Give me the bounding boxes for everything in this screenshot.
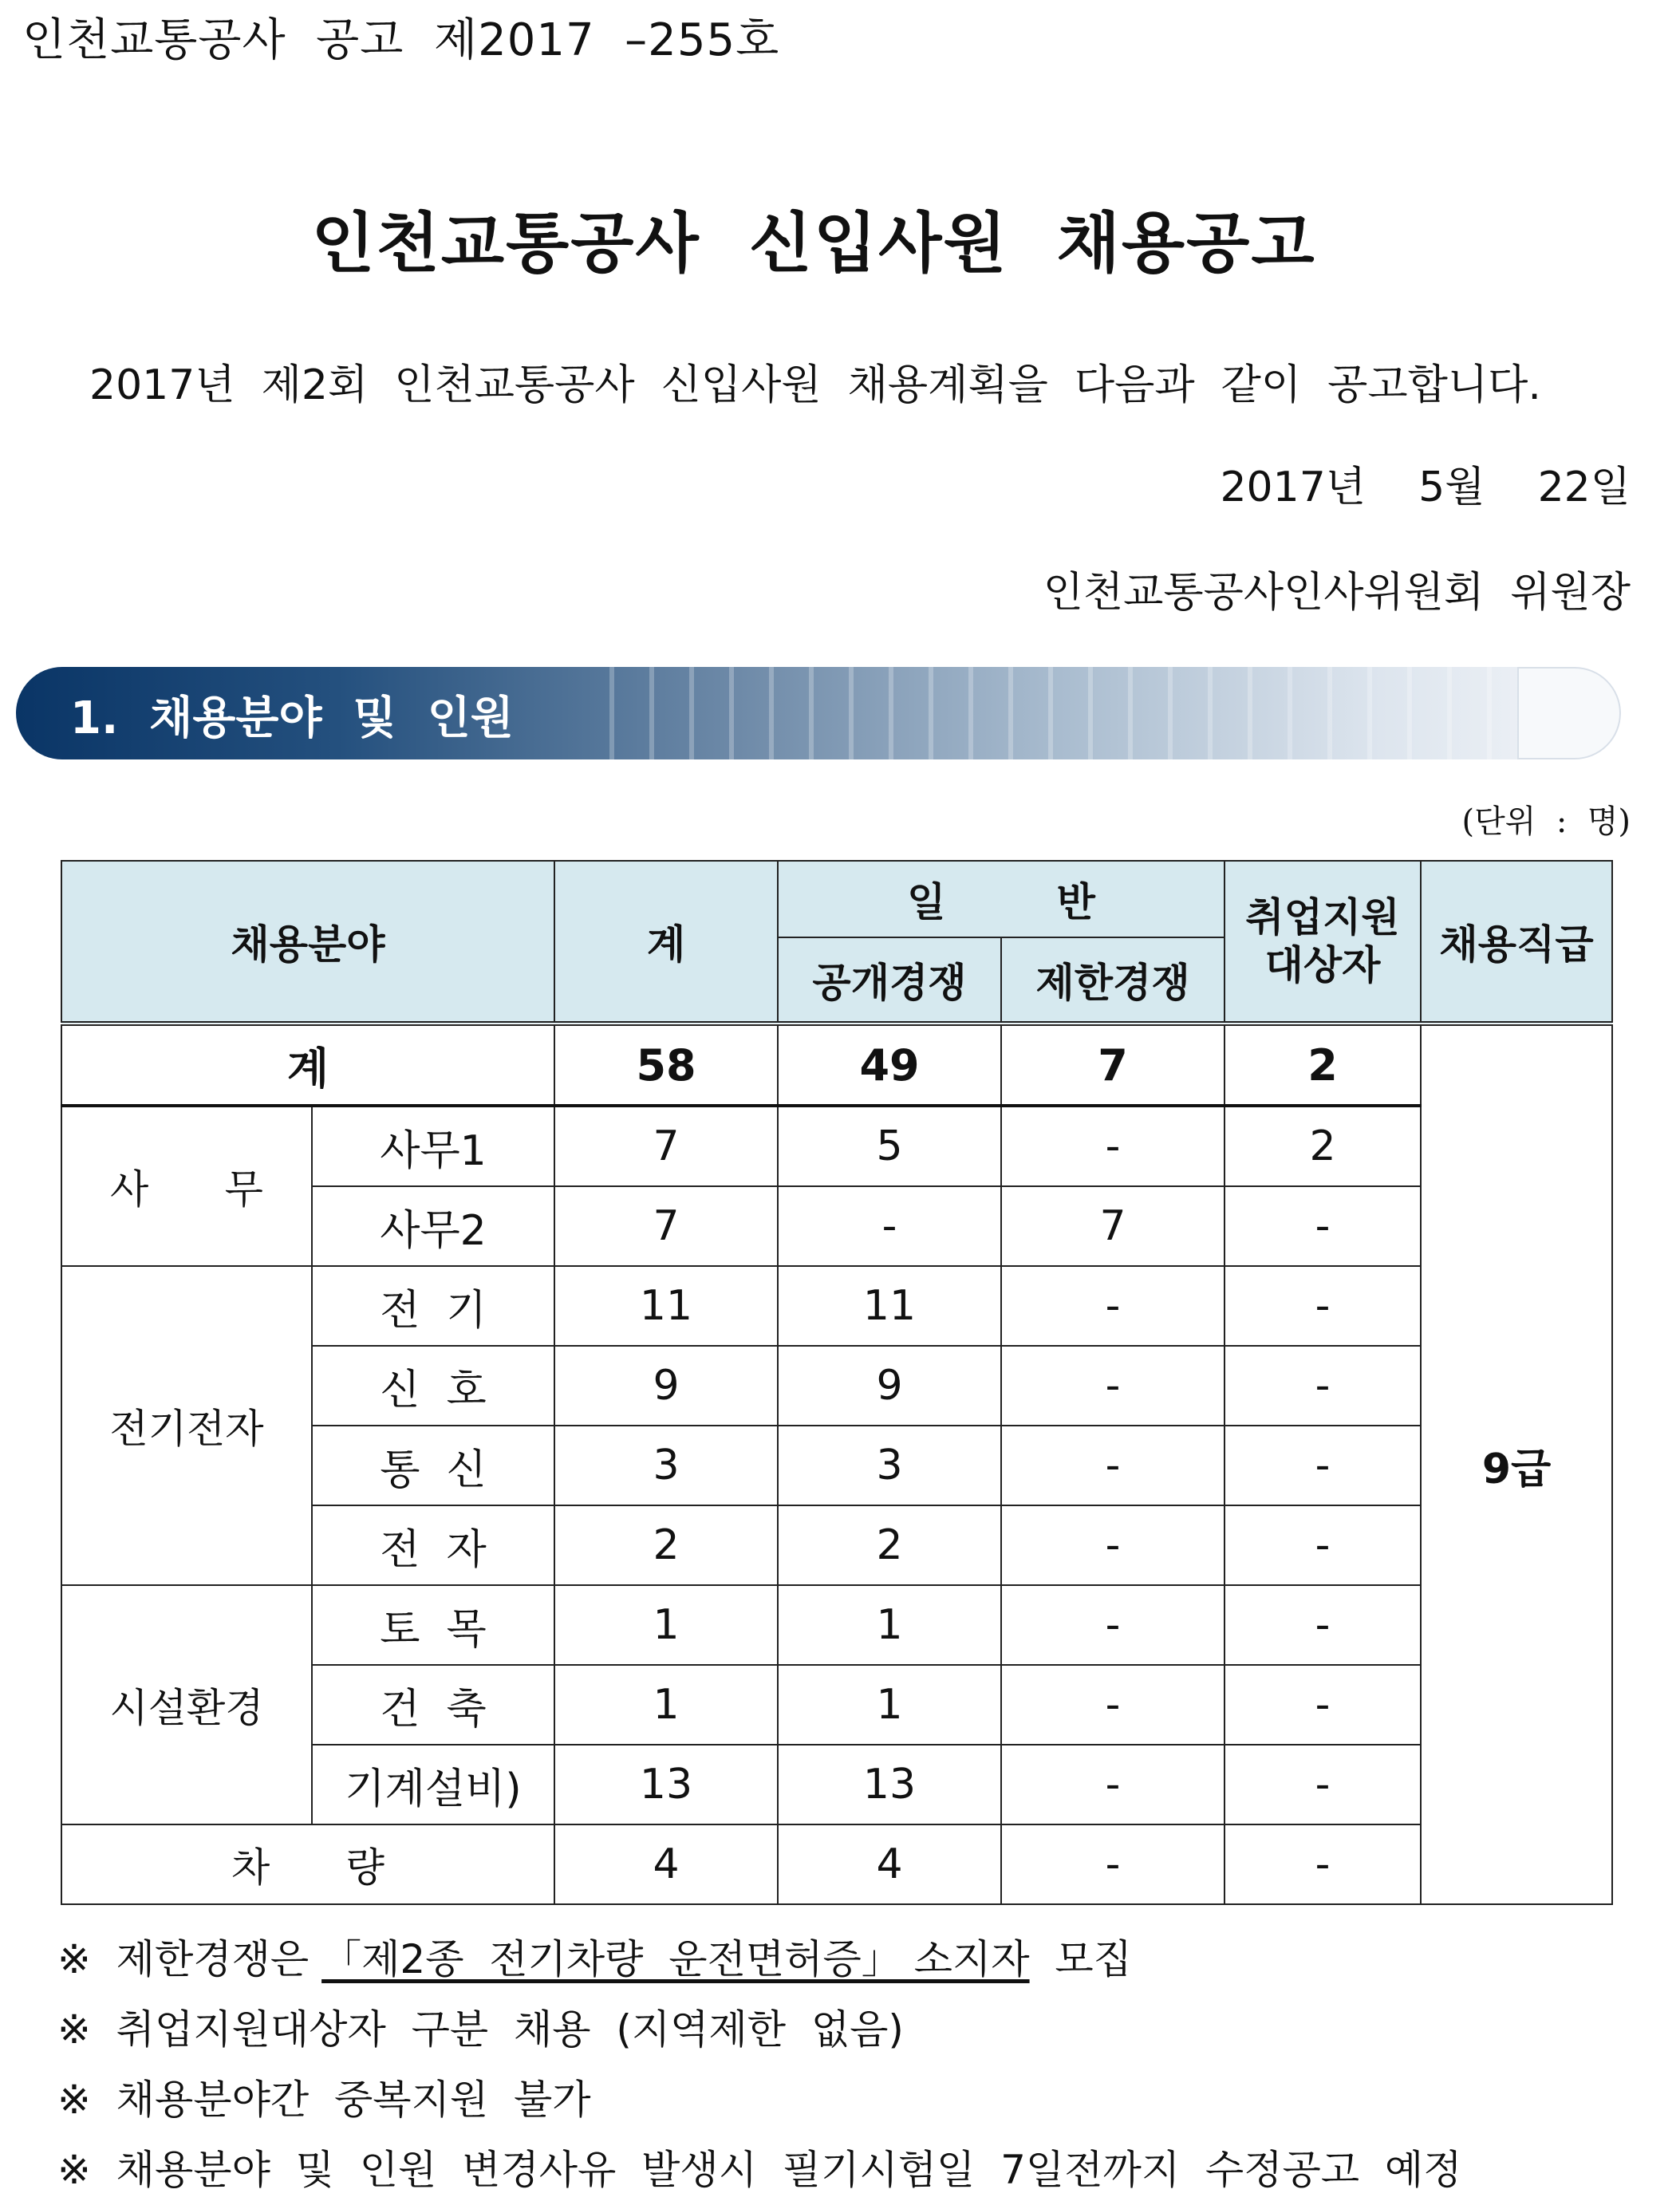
cell-support: - xyxy=(1225,1266,1421,1346)
header-restricted: 제한경쟁 xyxy=(1001,937,1225,1024)
cell-open: 4 xyxy=(778,1824,1001,1904)
cell-restricted: - xyxy=(1001,1426,1225,1505)
cell-total: 13 xyxy=(554,1745,778,1824)
header-open: 공개경쟁 xyxy=(778,937,1001,1024)
group-facility: 시설환경 xyxy=(61,1585,312,1824)
intro-text: 2017년 제2회 인천교통공사 신입사원 채용계획을 다음과 같이 공고합니다. xyxy=(89,361,1541,409)
table-total-row xyxy=(61,1024,1612,1106)
banner-cap xyxy=(1517,667,1621,759)
sub-field: 토 목 xyxy=(312,1585,554,1665)
notice-number: 인천교통공사 공고 제2017 –255호 xyxy=(22,14,780,66)
cell-open: 3 xyxy=(778,1426,1001,1505)
note-duplicate: ※ 채용분야간 중복지원 불가 xyxy=(57,2077,591,2123)
cell-open: 11 xyxy=(778,1266,1001,1346)
total-support: 2 xyxy=(1225,1024,1421,1106)
sub-field: 사무1 xyxy=(312,1106,554,1186)
cell-support: - xyxy=(1225,1426,1421,1505)
cell-restricted: - xyxy=(1001,1346,1225,1426)
cell-restricted: - xyxy=(1001,1745,1225,1824)
note-support: ※ 취업지원대상자 구분 채용 (지역제한 없음) xyxy=(57,2006,904,2053)
sub-field: 통 신 xyxy=(312,1426,554,1505)
header-total: 계 xyxy=(554,861,778,1024)
cell-support: 2 xyxy=(1225,1106,1421,1186)
header-support: 취업지원 대상자 xyxy=(1225,861,1421,1024)
header-field: 채용분야 xyxy=(61,861,554,1024)
table-row xyxy=(61,1266,1612,1346)
cell-open: 13 xyxy=(778,1745,1001,1824)
cell-total: 7 xyxy=(554,1106,778,1186)
note-license: 「제2종 전기차량 운전면허증」 소지자 xyxy=(321,1936,1030,1982)
cell-total: 2 xyxy=(554,1505,778,1585)
signer: 인천교통공사인사위원회 위원장 xyxy=(1043,569,1631,617)
notice-date: 2017년 5월 22일 xyxy=(1220,463,1631,511)
sub-field: 기계설비) xyxy=(312,1745,554,1824)
cell-restricted: 7 xyxy=(1001,1186,1225,1266)
cell-support: - xyxy=(1225,1186,1421,1266)
sub-field: 전 자 xyxy=(312,1505,554,1585)
cell-total: 1 xyxy=(554,1585,778,1665)
cell-total: 1 xyxy=(554,1665,778,1745)
cell-restricted: - xyxy=(1001,1824,1225,1904)
cell-support: - xyxy=(1225,1346,1421,1426)
group-vehicle: 차 량 xyxy=(61,1824,554,1904)
cell-restricted: - xyxy=(1001,1585,1225,1665)
total-open: 49 xyxy=(778,1024,1001,1106)
cell-support: - xyxy=(1225,1665,1421,1745)
cell-restricted: - xyxy=(1001,1106,1225,1186)
total-label: 계 xyxy=(61,1024,554,1106)
group-electric: 전기전자 xyxy=(61,1266,312,1585)
page-title: 인천교통공사 신입사원 채용공고 xyxy=(311,206,1316,282)
note-change: ※ 채용분야 및 인원 변경사유 발생시 필기시험일 7일전까지 수정공고 예정 xyxy=(57,2147,1462,2193)
grade-cell: 9급 xyxy=(1421,1024,1612,1904)
sub-field: 신 호 xyxy=(312,1346,554,1426)
note-restricted xyxy=(57,1924,1462,1994)
header-general: 일 반 xyxy=(778,861,1225,937)
note-suffix: 모집 xyxy=(1029,1936,1132,1982)
cell-open: 2 xyxy=(778,1505,1001,1585)
cell-open: - xyxy=(778,1186,1001,1266)
cell-open: 1 xyxy=(778,1585,1001,1665)
sub-field: 사무2 xyxy=(312,1186,554,1266)
note-prefix: ※ 제한경쟁은 xyxy=(57,1936,322,1982)
cell-restricted: - xyxy=(1001,1665,1225,1745)
table-row xyxy=(61,1106,1612,1186)
section-banner xyxy=(16,667,1621,759)
cell-support: - xyxy=(1225,1585,1421,1665)
recruitment-table xyxy=(61,860,1613,1905)
cell-total: 7 xyxy=(554,1186,778,1266)
total-sum: 58 xyxy=(554,1024,778,1106)
sub-field: 건 축 xyxy=(312,1665,554,1745)
table-row xyxy=(61,1824,1612,1904)
sub-field: 전 기 xyxy=(312,1266,554,1346)
header-grade: 채용직급 xyxy=(1421,861,1612,1024)
cell-open: 9 xyxy=(778,1346,1001,1426)
banner-stripes xyxy=(574,667,1621,759)
table-header-row xyxy=(61,861,1612,937)
cell-open: 1 xyxy=(778,1665,1001,1745)
cell-support: - xyxy=(1225,1505,1421,1585)
notes-list xyxy=(57,1924,1462,2205)
cell-total: 4 xyxy=(554,1824,778,1904)
cell-total: 3 xyxy=(554,1426,778,1505)
cell-total: 11 xyxy=(554,1266,778,1346)
cell-restricted: - xyxy=(1001,1505,1225,1585)
cell-restricted: - xyxy=(1001,1266,1225,1346)
group-office: 사 무 xyxy=(61,1106,312,1266)
cell-open: 5 xyxy=(778,1106,1001,1186)
total-restricted: 7 xyxy=(1001,1024,1225,1106)
cell-support: - xyxy=(1225,1745,1421,1824)
cell-total: 9 xyxy=(554,1346,778,1426)
unit-note: (단위 : 명) xyxy=(1461,803,1631,840)
table-row xyxy=(61,1585,1612,1665)
cell-support: - xyxy=(1225,1824,1421,1904)
section-title: 1. 채용분야 및 인원 xyxy=(70,692,514,744)
